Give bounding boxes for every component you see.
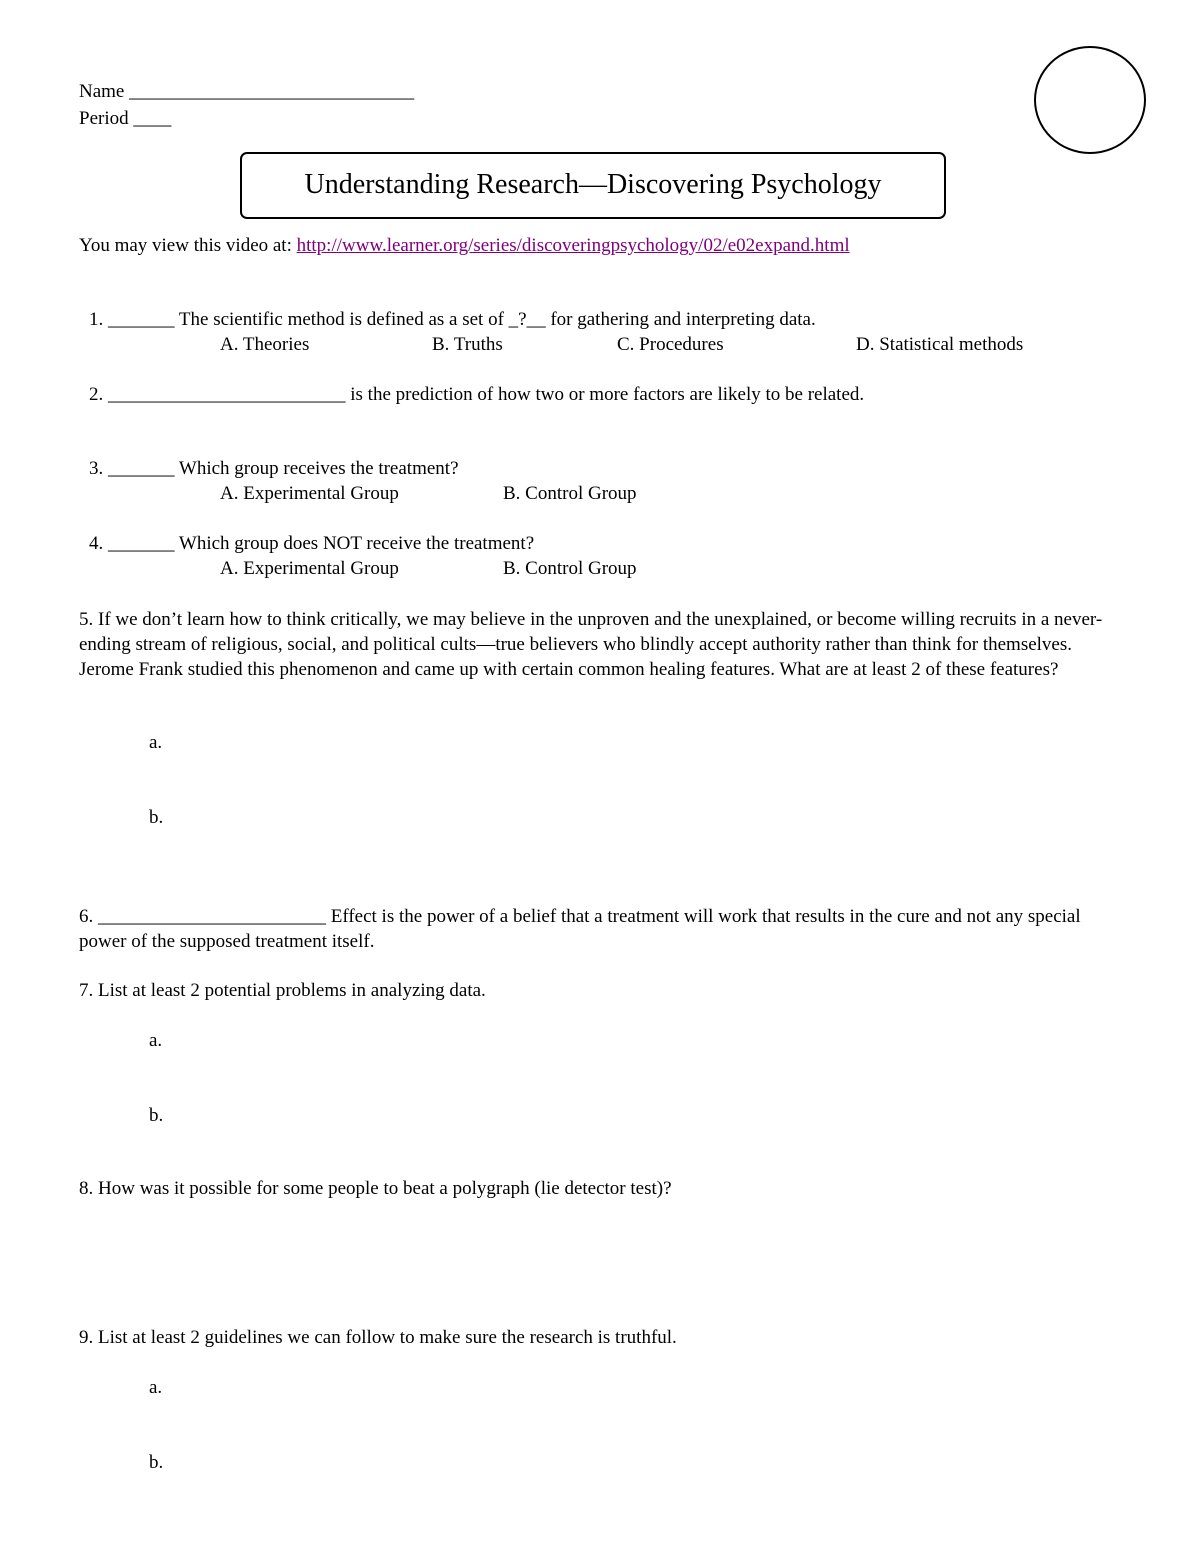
q2-stem: 2. _________________________ is the prediction of how two or more factors are likely to be related.: [89, 384, 865, 405]
name-line[interactable]: Name ______________________________: [79, 81, 415, 102]
q7-answer-a: a.: [149, 1030, 163, 1051]
q8-text: 8. How was it possible for some people to beat a polygraph (lie detector test)?: [79, 1178, 672, 1199]
title-box: [240, 152, 946, 219]
q1-option-c: C. Procedures: [617, 334, 724, 355]
q9-answer-b: b.: [149, 1452, 164, 1473]
q7-answer-b: b.: [149, 1105, 164, 1126]
q1-option-d: D. Statistical methods: [856, 334, 1024, 355]
q5-answer-b: b.: [149, 807, 164, 828]
q6-text: 6. ________________________ Effect is the power of a belief that a treatment will work that results in the cure and not any special power of the supposed treatment itself.: [79, 906, 1081, 952]
q1-stem: 1. _______ The scientific method is defined as a set of _?__ for gathering and interpreting data.: [89, 309, 816, 330]
page-title: Understanding Research—Discovering Psychology: [304, 169, 882, 201]
q3-stem: 3. _______ Which group receives the treatment?: [89, 458, 459, 479]
video-prefix: You may view this video at:: [79, 235, 292, 256]
q9-answer-a: a.: [149, 1377, 163, 1398]
period-line[interactable]: Period ____: [79, 108, 172, 129]
q4-option-a: A. Experimental Group: [220, 558, 399, 579]
q5-answer-a: a.: [149, 732, 163, 753]
q3-option-a: A. Experimental Group: [220, 483, 399, 504]
q3-option-b: B. Control Group: [503, 483, 637, 504]
q5-text: 5. If we don’t learn how to think critically, we may believe in the unproven and the unexplained, or become willing recruits in a never-ending stream of religious, social, and political cults—true believers who blindly accept authority rather than think for themselves. Jerome Frank studied this phenomenon and came up with certain common healing features. What are at least 2 of these features?: [79, 609, 1103, 680]
q1-option-a: A. Theories: [220, 334, 310, 355]
grade-circle: [1034, 46, 1146, 154]
q4-option-b: B. Control Group: [503, 558, 637, 579]
q7-text: 7. List at least 2 potential problems in analyzing data.: [79, 980, 486, 1001]
q4-stem: 4. _______ Which group does NOT receive the treatment?: [89, 533, 535, 554]
video-link[interactable]: http://www.learner.org/series/discoveringpsychology/02/e02expand.html: [296, 235, 850, 256]
q9-text: 9. List at least 2 guidelines we can follow to make sure the research is truthful.: [79, 1327, 677, 1348]
q1-option-b: B. Truths: [432, 334, 503, 355]
video-line: [79, 234, 850, 259]
